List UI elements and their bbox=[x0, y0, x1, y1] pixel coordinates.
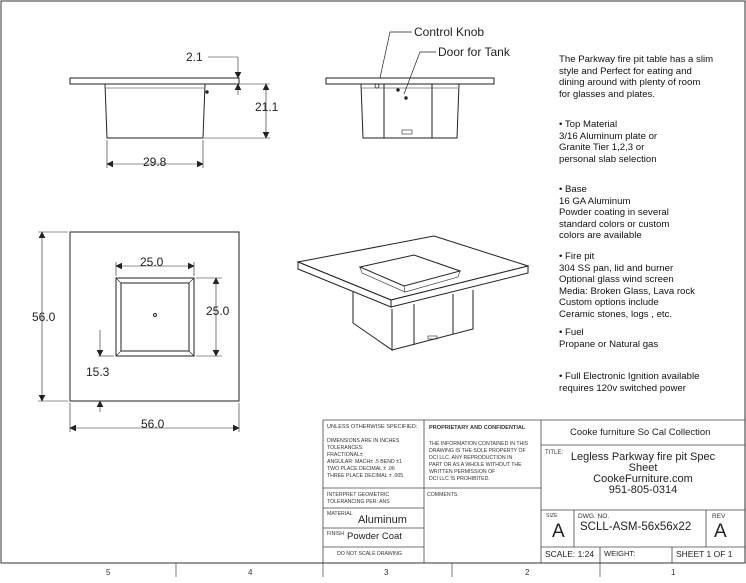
dim-opening-depth-text: 25.0 bbox=[206, 304, 230, 318]
dim-top-thickness-text: 2.1 bbox=[186, 50, 203, 64]
description-fire-pit: • Fire pit 304 SS pan, lid and burner Optional glass wind screen Media: Broken Glass, Lava rock Custom options include Ceramic stones, logs , etc. bbox=[559, 251, 695, 320]
tb-dwg-label: DWG. NO. bbox=[578, 513, 610, 520]
description-base: • Base 16 GA Aluminum Powder coating in several standard colors or custom colors are available bbox=[559, 184, 670, 241]
dim-top-thickness bbox=[208, 57, 241, 95]
tb-finish-label: FINISH bbox=[327, 531, 345, 537]
front-elevation bbox=[70, 78, 239, 138]
zone-number: 2 bbox=[525, 568, 530, 577]
tb-material-value: Aluminum bbox=[358, 514, 407, 526]
tb-title-label: TITLE: bbox=[545, 450, 564, 456]
description-top-material: • Top Material 3/16 Aluminum plate or Granite Tier 1,2,3 or personal slab selection bbox=[559, 119, 658, 165]
tb-rev-label: REV bbox=[712, 513, 726, 520]
tb-title: Legless Parkway fire pit Spec Sheet CookeFurniture.com 951-805-0314 bbox=[570, 451, 716, 496]
tb-finish-value: Powder Coat bbox=[347, 531, 402, 542]
tb-scale: SCALE: 1:24 bbox=[545, 549, 595, 559]
dim-overall-width-text: 56.0 bbox=[141, 417, 165, 431]
door-for-tank-label: Door for Tank bbox=[438, 45, 510, 59]
description-ignition: • Full Electronic Ignition available requires 120v switched power bbox=[559, 371, 700, 394]
tb-spec-lines: DIMENSIONS ARE IN INCHES TOLERANCES: FRACTIONAL± ANGULAR: MACH± .5 BEND ±1 TWO PLACE DECIMAL ± .06 THREE PLACE DECIMAL ± .005 bbox=[327, 438, 404, 480]
tb-proprietary-header: PROPRIETARY AND CONFIDENTIAL bbox=[429, 425, 526, 431]
tb-dwg-value: SCLL-ASM-56x56x22 bbox=[580, 521, 692, 533]
zone-number: 3 bbox=[384, 568, 389, 577]
tb-do-not-scale: DO NOT SCALE DRAWING bbox=[337, 551, 402, 557]
zone-number: 1 bbox=[671, 568, 676, 577]
dim-opening-width-text: 25.0 bbox=[140, 255, 164, 269]
description-intro: The Parkway fire pit table has a slim style and Perfect for eating and dining around with plenty of room for glasses and plates. bbox=[559, 54, 714, 100]
dim-opening-offset-text: 15.3 bbox=[86, 365, 110, 379]
dim-base-width-text: 29.8 bbox=[143, 155, 167, 169]
tb-sheet: SHEET 1 OF 1 bbox=[676, 549, 733, 559]
tb-size-label: SIZE bbox=[546, 513, 558, 519]
isometric-view bbox=[298, 236, 528, 350]
plan-dimensions bbox=[38, 232, 239, 432]
description-fuel: • Fuel Propane or Natural gas bbox=[559, 327, 659, 350]
tb-interpret: INTERPRET GEOMETRIC TOLERANCING PER: ANS bbox=[327, 492, 390, 506]
side-elevation bbox=[326, 78, 494, 138]
zone-number: 5 bbox=[106, 568, 111, 577]
control-knob-label: Control Knob bbox=[414, 25, 485, 39]
dim-overall-depth-text: 56.0 bbox=[32, 310, 56, 324]
tb-size-value: A bbox=[552, 521, 565, 542]
tb-proprietary-lines: THE INFORMATION CONTAINED IN THIS DRAWING IS THE SOLE PROPERTY OF DCI LLC. ANY REPRODUCTION IN PART OR AS A WHOLE WITHOUT THE WRITTEN PERMISSION OF DCI LLC IS PROHIBITED. bbox=[429, 441, 529, 483]
tb-spec-header: UNLESS OTHERWISE SPECIFIED: bbox=[327, 424, 418, 430]
tb-comments-label: COMMENTS: bbox=[427, 492, 459, 498]
zone-number: 4 bbox=[248, 568, 253, 577]
tb-material-label: MATERIAL bbox=[327, 511, 353, 517]
tb-weight: WEIGHT: bbox=[604, 549, 636, 558]
tb-rev-value: A bbox=[714, 521, 727, 542]
tb-company: Cooke furniture So Cal Collection bbox=[570, 427, 711, 438]
dim-base-height-text: 21.1 bbox=[255, 100, 279, 114]
